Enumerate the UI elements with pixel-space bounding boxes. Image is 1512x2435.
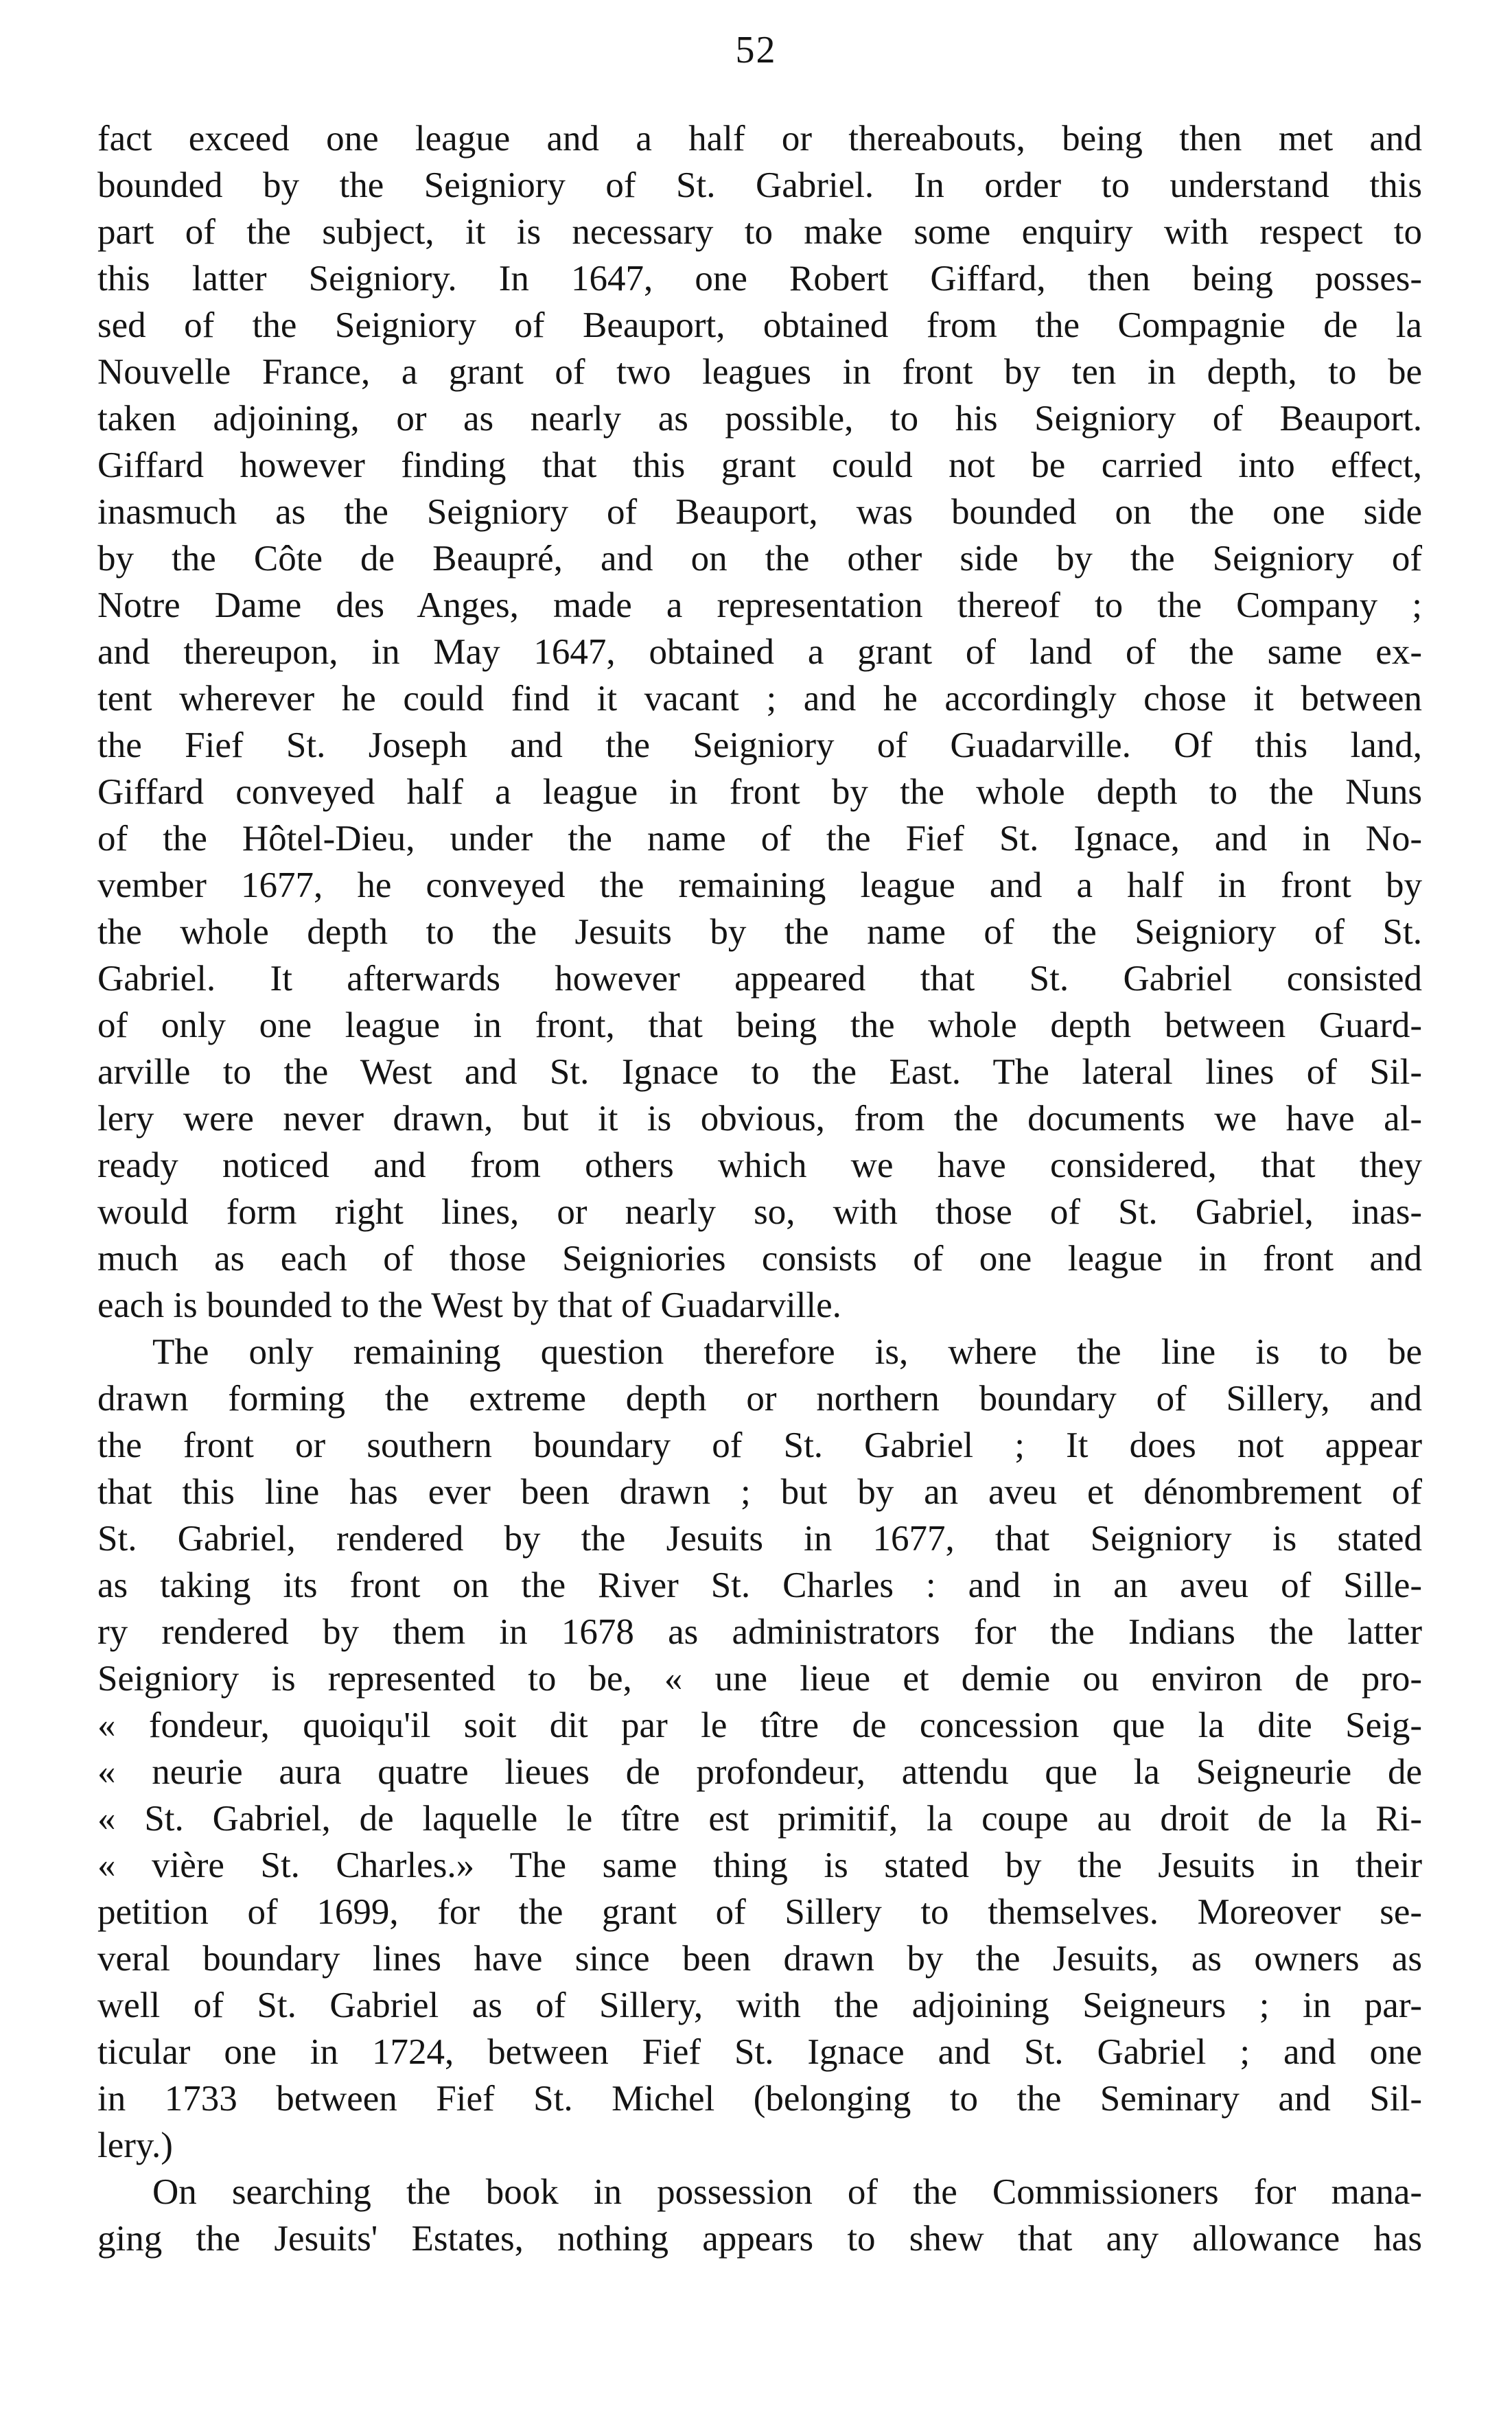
text-line: the Fief St. Joseph and the Seigniory of Guadarville. Of this land, bbox=[97, 725, 1422, 765]
text-line: Gabriel. It afterwards however appeared that St. Gabriel consisted bbox=[97, 959, 1422, 999]
body-text bbox=[97, 115, 1422, 2262]
text-line: « St. Gabriel, de laquelle le tître est primitif, la coupe au droit de la Ri- bbox=[97, 1799, 1422, 1839]
text-line: bounded by the Seigniory of St. Gabriel. In order to understand this bbox=[97, 165, 1422, 205]
text-line: lery were never drawn, but it is obvious, from the documents we have al- bbox=[97, 1099, 1422, 1139]
text-line: and thereupon, in May 1647, obtained a grant of land of the same ex- bbox=[97, 632, 1422, 672]
text-line: Notre Dame des Anges, made a representation thereof to the Company ; bbox=[97, 585, 1422, 625]
text-line: Giffard conveyed half a league in front by the whole depth to the Nuns bbox=[97, 772, 1422, 812]
text-line: lery.) bbox=[97, 2125, 173, 2165]
text-line: would form right lines, or nearly so, with those of St. Gabriel, inas- bbox=[97, 1192, 1422, 1232]
paragraph-2 bbox=[97, 1329, 1422, 2169]
text-line: On searching the book in possession of the Commissioners for mana- bbox=[152, 2172, 1422, 2212]
text-line: The only remaining question therefore is, where the line is to be bbox=[152, 1332, 1422, 1372]
text-line: of the Hôtel-Dieu, under the name of the Fief St. Ignace, and in No- bbox=[97, 819, 1422, 859]
text-line: ry rendered by them in 1678 as administrators for the Indians the latter bbox=[97, 1612, 1422, 1652]
text-line: ging the Jesuits' Estates, nothing appears to shew that any allowance has bbox=[97, 2219, 1422, 2259]
page-number: 52 bbox=[735, 29, 777, 71]
text-line: much as each of those Seigniories consists of one league in front and bbox=[97, 1239, 1422, 1279]
text-line: vember 1677, he conveyed the remaining league and a half in front by bbox=[97, 865, 1422, 905]
text-line: Nouvelle France, a grant of two leagues in front by ten in depth, to be bbox=[97, 352, 1422, 392]
paragraph-3 bbox=[97, 2169, 1422, 2262]
text-line: tent wherever he could find it vacant ; and he accordingly chose it between bbox=[97, 679, 1422, 719]
text-line: sed of the Seigniory of Beauport, obtained from the Compagnie de la bbox=[97, 305, 1422, 345]
text-line: drawn forming the extreme depth or northern boundary of Sillery, and bbox=[97, 1379, 1422, 1419]
text-line: in 1733 between Fief St. Michel (belonging to the Seminary and Sil- bbox=[97, 2079, 1422, 2119]
text-line: well of St. Gabriel as of Sillery, with the adjoining Seigneurs ; in par- bbox=[97, 1985, 1422, 2025]
text-line: taken adjoining, or as nearly as possible, to his Seigniory of Beauport. bbox=[97, 399, 1422, 439]
paragraph-1 bbox=[97, 115, 1422, 1329]
text-line: the front or southern boundary of St. Gabriel ; It does not appear bbox=[97, 1425, 1422, 1465]
text-line: « fondeur, quoiqu'il soit dit par le tître de concession que la dite Seig- bbox=[97, 1705, 1422, 1745]
text-line: veral boundary lines have since been drawn by the Jesuits, as owners as bbox=[97, 1939, 1422, 1979]
text-line: the whole depth to the Jesuits by the name of the Seigniory of St. bbox=[97, 912, 1422, 952]
text-line: fact exceed one league and a half or thereabouts, being then met and bbox=[97, 119, 1422, 159]
text-line: Giffard however finding that this grant could not be carried into effect, bbox=[97, 445, 1422, 485]
text-line: « vière St. Charles.» The same thing is stated by the Jesuits in their bbox=[97, 1845, 1422, 1885]
text-line: by the Côte de Beaupré, and on the other side by the Seigniory of bbox=[97, 539, 1422, 579]
text-line: each is bounded to the West by that of Guadarville. bbox=[97, 1285, 841, 1325]
text-line: of only one league in front, that being the whole depth between Guard- bbox=[97, 1005, 1422, 1045]
text-line: that this line has ever been drawn ; but by an aveu et dénombrement of bbox=[97, 1472, 1422, 1512]
text-line: inasmuch as the Seigniory of Beauport, was bounded on the one side bbox=[97, 492, 1422, 532]
text-line: arville to the West and St. Ignace to the East. The lateral lines of Sil- bbox=[97, 1052, 1422, 1092]
text-line: ready noticed and from others which we have considered, that they bbox=[97, 1145, 1422, 1185]
text-line: this latter Seigniory. In 1647, one Robert Giffard, then being posses- bbox=[97, 259, 1422, 299]
text-line: « neurie aura quatre lieues de profondeur, attendu que la Seigneurie de bbox=[97, 1752, 1422, 1792]
text-line: ticular one in 1724, between Fief St. Ignace and St. Gabriel ; and one bbox=[97, 2032, 1422, 2072]
text-line: St. Gabriel, rendered by the Jesuits in 1677, that Seigniory is stated bbox=[97, 1519, 1422, 1559]
text-line: part of the subject, it is necessary to make some enquiry with respect to bbox=[97, 212, 1422, 252]
text-line: petition of 1699, for the grant of Sillery to themselves. Moreover se- bbox=[97, 1892, 1422, 1932]
text-line: Seigniory is represented to be, « une lieue et demie ou environ de pro- bbox=[97, 1659, 1422, 1699]
text-line: as taking its front on the River St. Charles : and in an aveu of Sille- bbox=[97, 1565, 1422, 1605]
